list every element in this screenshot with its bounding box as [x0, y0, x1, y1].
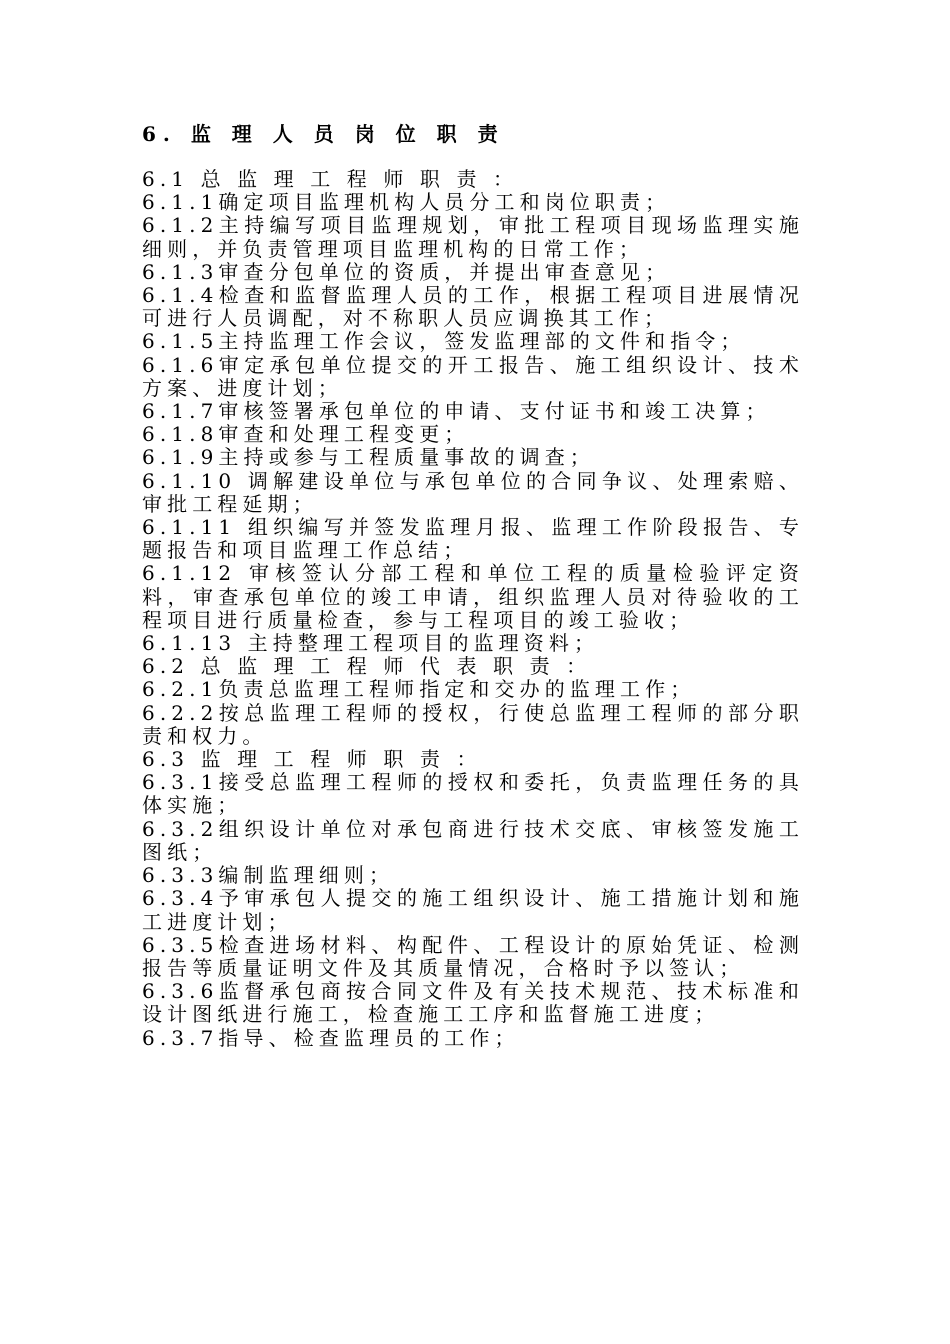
paragraph: 6.1.2主持编写项目监理规划，审批工程项目现场监理实施细则，并负责管理项目监理机构的日常工作；	[142, 213, 804, 261]
paragraph: 6.3.6监督承包商按合同文件及有关技术规范、技术标准和设计图纸进行施工，检查施工工序和监督施工进度；	[142, 979, 804, 1027]
paragraph: 6.3.3编制监理细则；	[142, 863, 395, 888]
paragraph: 6.3.1接受总监理工程师的授权和委托，负责监理任务的具体实施；	[142, 770, 804, 818]
paragraph: 6.1.12 审核签认分部工程和单位工程的质量检验评定资料，审查承包单位的竣工申请，组织监理人员对待验收的工程项目进行质量检查，参与工程项目的竣工验收；	[142, 561, 804, 632]
paragraph: 6.1.8审查和处理工程变更；	[142, 422, 470, 447]
paragraph: 6.1.13 主持整理工程项目的监理资料；	[142, 631, 600, 656]
paragraph: 6.1.11 组织编写并签发监理月报、监理工作阶段报告、专题报告和项目监理工作总结；	[142, 515, 804, 563]
paragraph: 6.1.6审定承包单位提交的开工报告、施工组织设计、技术方案、进度计划；	[142, 352, 804, 400]
paragraph: 6.2 总 监 理 工 程 师 代 表 职 责 ：	[142, 654, 592, 679]
paragraph: 6.3.4予审承包人提交的施工组织设计、施工措施计划和施工进度计划；	[142, 886, 804, 934]
paragraph: 6.2.2按总监理工程师的授权，行使总监理工程师的部分职责和权力。	[142, 700, 804, 748]
paragraph: 6.1.10 调解建设单位与承包单位的合同争议、处理索赔、审批工程延期；	[142, 468, 804, 516]
paragraph: 6.3 监 理 工 程 师 职 责 ：	[142, 747, 482, 772]
paragraph: 6.3.7指导、检查监理员的工作；	[142, 1025, 520, 1050]
document-body	[142, 168, 804, 1050]
paragraph: 6.1.7审核签署承包单位的申请、支付证书和竣工决算；	[142, 399, 771, 424]
paragraph: 6.1.3审查分包单位的资质，并提出审查意见；	[142, 259, 671, 284]
paragraph: 6.1 总 监 理 工 程 师 职 责 ：	[142, 167, 519, 191]
paragraph: 6.1.5主持监理工作会议，签发监理部的文件和指令；	[142, 329, 746, 354]
paragraph: 6.1.9主持或参与工程质量事故的调查；	[142, 445, 595, 470]
paragraph: 6.1.4检查和监督监理人员的工作，根据工程项目进展情况可进行人员调配，对不称职人员应调换其工作；	[142, 283, 804, 331]
paragraph: 6.3.5检查进场材料、构配件、工程设计的原始凭证、检测报告等质量证明文件及其质量情况，合格时予以签认；	[142, 932, 804, 980]
paragraph: 6.3.2组织设计单位对承包商进行技术交底、审核签发施工图纸；	[142, 816, 804, 864]
section-heading: 6. 监 理 人 员 岗 位 职 责	[142, 122, 505, 146]
paragraph: 6.2.1负责总监理工程师指定和交办的监理工作；	[142, 677, 696, 702]
paragraph: 6.1.1确定项目监理机构人员分工和岗位职责；	[142, 190, 671, 215]
